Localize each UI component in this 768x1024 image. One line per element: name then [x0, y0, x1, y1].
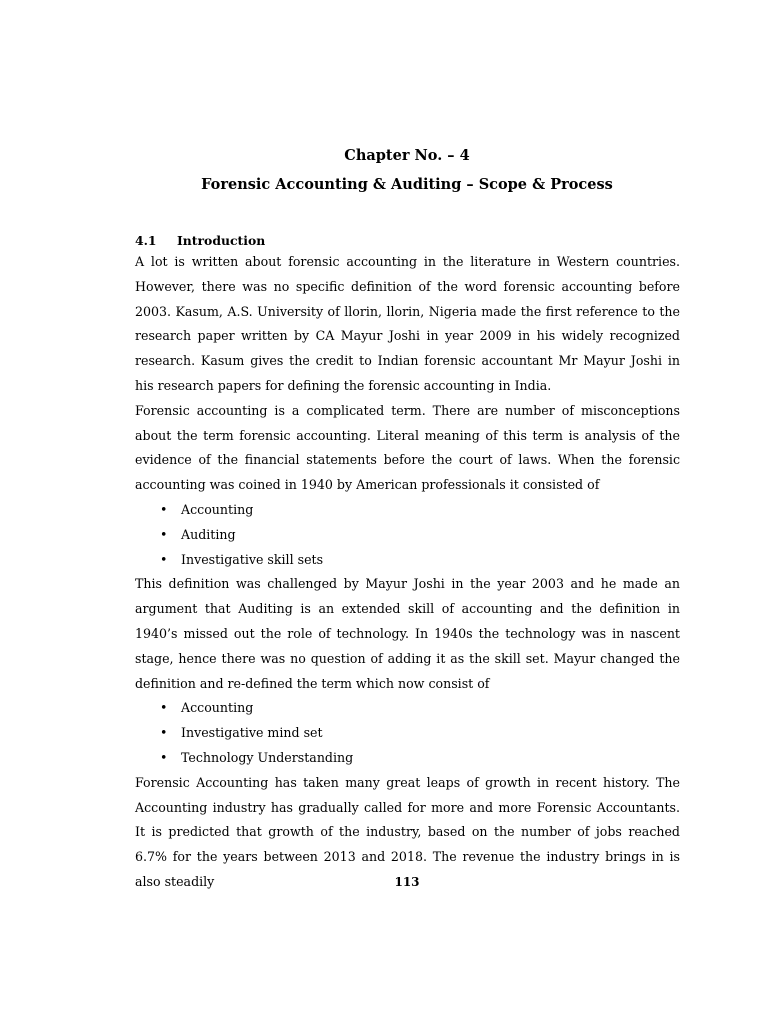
- list-item: [135, 523, 680, 548]
- section-title: Introduction: [177, 233, 266, 248]
- list-item-text: Investigative mind set: [181, 725, 323, 741]
- list-item-text: Accounting: [181, 700, 254, 716]
- page-body: [135, 231, 680, 895]
- paragraph-growth: Forensic Accounting has taken many great leaps of growth in recent history. The Accounting industry has gradually called for more and more Forensic Accountants. It is predicted that growth of the industry, based on the number of jobs reached 6.7% for the years between 2013 and 2018. The revenue the industry brings in is also steadily: [135, 774, 680, 889]
- bullet-icon: •: [160, 551, 168, 567]
- list-item: [135, 548, 680, 573]
- list-item: [135, 498, 680, 523]
- bullet-list-new: [135, 696, 680, 770]
- list-item: [135, 696, 680, 721]
- paragraph-intro: A lot is written about forensic accounting in the literature in Western countries. However, there was no specific definition of the word forensic accounting before 2003. Kasum, A.S. University of llorin, llorin, Nigeria made the first reference to the research paper written by CA Mayur Joshi in year 2009 in his widely recognized research. Kasum gives the credit to Indian forensic accountant Mr Mayur Joshi in his research papers for defining the forensic accounting in India.: [135, 254, 680, 393]
- list-item-text: Investigative skill sets: [181, 551, 324, 567]
- list-item-text: Auditing: [181, 526, 236, 542]
- bullet-icon: •: [160, 526, 168, 542]
- section-heading: [135, 231, 680, 250]
- list-item-text: Technology Understanding: [181, 749, 354, 765]
- bullet-list-1940: [135, 498, 680, 572]
- bullet-icon: •: [160, 501, 168, 517]
- paragraph-definition: Forensic accounting is a complicated term. There are number of misconceptions about the term forensic accounting. Literal meaning of this term is analysis of the evidence of the financial statements before the court of laws. When the forensic accounting was coined in 1940 by American professionals it consisted of: [135, 402, 680, 493]
- list-item: [135, 746, 680, 771]
- section-number: 4.1: [135, 233, 157, 248]
- bullet-icon: •: [160, 749, 168, 765]
- chapter-title: Chapter No. – 4: [344, 147, 470, 164]
- paragraph-challenge: This definition was challenged by Mayur Joshi in the year 2003 and he made an argument that Auditing is an extended skill of accounting and the definition in 1940’s missed out the role of technology. In 1940s the technology was in nascent stage, hence there was no question of adding it as the skill set. Mayur changed the definition and re-defined the term which now consist of: [135, 576, 680, 691]
- chapter-subtitle: Forensic Accounting & Auditing – Scope & Process: [201, 176, 613, 193]
- list-item-text: Accounting: [181, 501, 254, 517]
- list-item: [135, 721, 680, 746]
- bullet-icon: •: [160, 700, 168, 716]
- page-number: 113: [394, 875, 420, 889]
- bullet-icon: •: [160, 725, 168, 741]
